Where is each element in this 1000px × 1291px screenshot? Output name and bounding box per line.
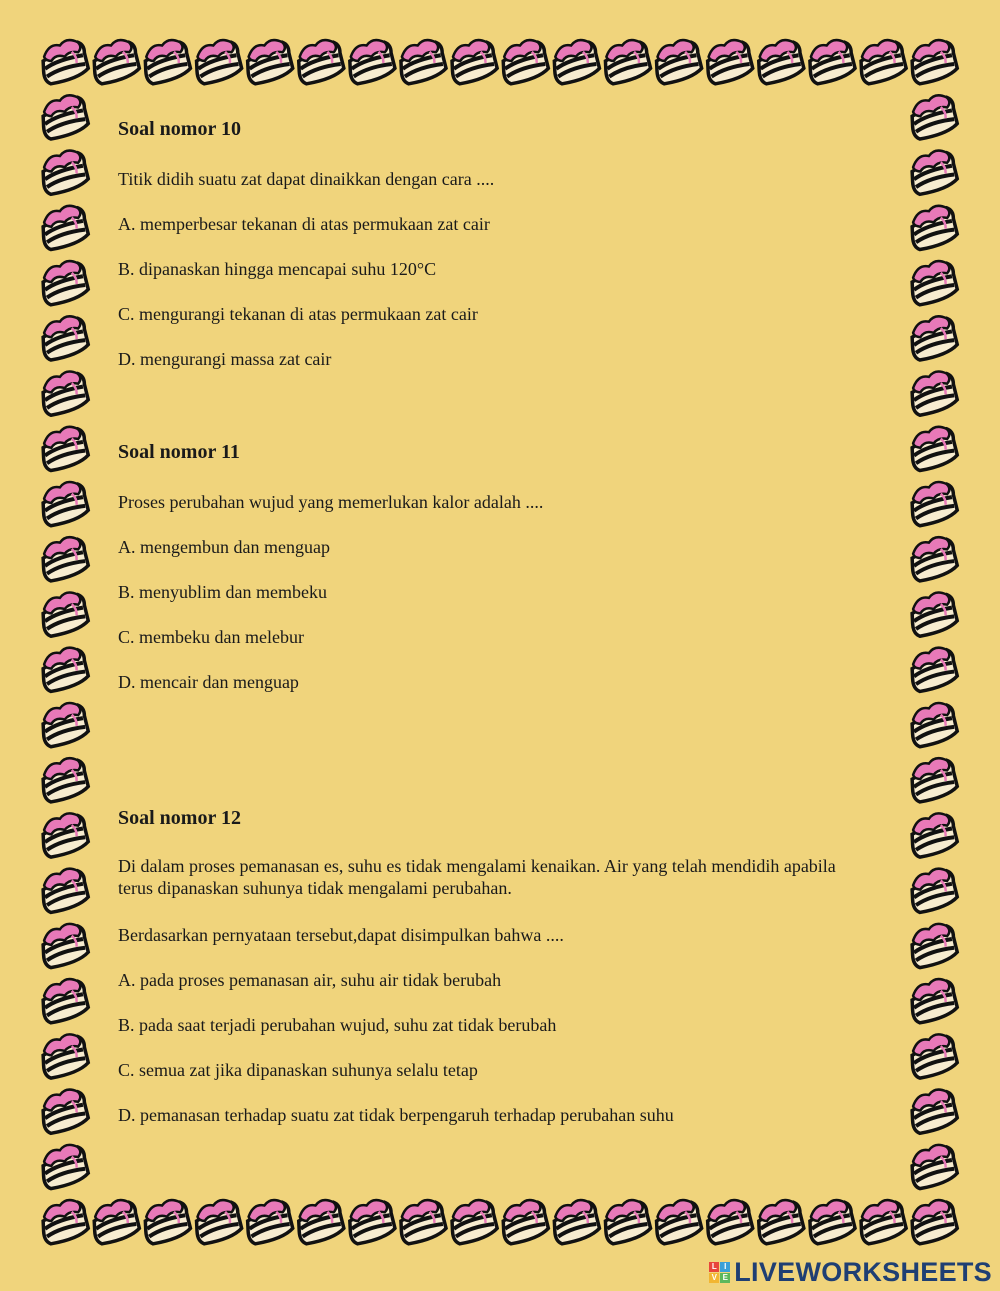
question-10-prompt: Titik didih suatu zat dapat dinaikkan dengan cara .... bbox=[118, 169, 495, 189]
cake-slice-icon bbox=[906, 921, 959, 969]
question-10-option-b[interactable]: B. dipanaskan hingga mencapai suhu 120°C bbox=[118, 259, 437, 279]
cake-slice-icon bbox=[37, 203, 90, 251]
cake-slice-icon bbox=[446, 1197, 499, 1245]
cake-slice-icon bbox=[37, 147, 90, 195]
cake-slice-icon bbox=[906, 534, 959, 582]
cake-slice-icon bbox=[906, 1031, 959, 1079]
question-11-option-b[interactable]: B. menyublim dan membeku bbox=[118, 582, 327, 602]
logo-letter: V bbox=[709, 1273, 719, 1283]
cake-slice-icon bbox=[548, 1197, 601, 1245]
cake-slice-icon bbox=[497, 1197, 550, 1245]
cake-slice-icon bbox=[344, 1197, 397, 1245]
cake-slice-icon bbox=[702, 37, 755, 85]
cake-slice-icon bbox=[906, 1086, 959, 1134]
cake-slice-icon bbox=[191, 1197, 244, 1245]
cake-slice-icon bbox=[906, 976, 959, 1024]
cake-slice-icon bbox=[906, 1197, 959, 1245]
cake-slice-icon bbox=[37, 1197, 90, 1245]
logo-letter: L bbox=[709, 1262, 719, 1272]
cake-slice-icon bbox=[139, 1197, 192, 1245]
cake-slice-icon bbox=[906, 865, 959, 913]
question-10-option-c[interactable]: C. mengurangi tekanan di atas permukaan zat cair bbox=[118, 304, 478, 324]
cake-slice-icon bbox=[395, 1197, 448, 1245]
cake-slice-icon bbox=[293, 37, 346, 85]
cake-slice-icon bbox=[37, 368, 90, 416]
cake-slice-icon bbox=[906, 700, 959, 748]
cake-slice-icon bbox=[242, 1197, 295, 1245]
cake-slice-icon bbox=[497, 37, 550, 85]
cake-slice-icon bbox=[37, 644, 90, 692]
cake-slice-icon bbox=[651, 1197, 704, 1245]
cake-slice-icon bbox=[753, 37, 806, 85]
cake-slice-icon bbox=[88, 37, 141, 85]
cake-slice-icon bbox=[293, 1197, 346, 1245]
cake-slice-icon bbox=[37, 534, 90, 582]
cake-slice-icon bbox=[906, 258, 959, 306]
cake-slice-icon bbox=[855, 37, 908, 85]
cake-slice-icon bbox=[702, 1197, 755, 1245]
question-11-option-c[interactable]: C. membeku dan melebur bbox=[118, 627, 304, 647]
cake-slice-icon bbox=[906, 203, 959, 251]
cake-slice-icon bbox=[37, 700, 90, 748]
question-11-option-d[interactable]: D. mencair dan menguap bbox=[118, 672, 299, 692]
cake-slice-icon bbox=[906, 810, 959, 858]
cake-slice-icon bbox=[191, 37, 244, 85]
cake-slice-icon bbox=[600, 37, 653, 85]
liveworksheets-logo-icon bbox=[709, 1262, 730, 1283]
cake-slice-icon bbox=[88, 1197, 141, 1245]
cake-slice-icon bbox=[37, 1142, 90, 1190]
question-10-option-a[interactable]: A. memperbesar tekanan di atas permukaan zat cair bbox=[118, 214, 490, 234]
brand-text: LIVEWORKSHEETS bbox=[734, 1256, 992, 1287]
cake-slice-icon bbox=[242, 37, 295, 85]
cake-slice-icon bbox=[906, 424, 959, 472]
cake-slice-icon bbox=[344, 37, 397, 85]
cake-slice-icon bbox=[906, 368, 959, 416]
cake-slice-icon bbox=[37, 92, 90, 140]
cake-slice-icon bbox=[395, 37, 448, 85]
cake-slice-icon bbox=[37, 589, 90, 637]
question-11-prompt: Proses perubahan wujud yang memerlukan kalor adalah .... bbox=[118, 492, 544, 512]
question-10-option-d[interactable]: D. mengurangi massa zat cair bbox=[118, 349, 332, 369]
question-12-option-d[interactable]: D. pemanasan terhadap suatu zat tidak berpengaruh terhadap perubahan suhu bbox=[118, 1105, 674, 1125]
cake-slice-icon bbox=[906, 479, 959, 527]
cake-slice-icon bbox=[37, 921, 90, 969]
question-12-option-c[interactable]: C. semua zat jika dipanaskan suhunya selalu tetap bbox=[118, 1060, 478, 1080]
cake-slice-icon bbox=[548, 37, 601, 85]
cake-slice-icon bbox=[37, 258, 90, 306]
cake-slice-icon bbox=[906, 644, 959, 692]
question-12-option-a[interactable]: A. pada proses pemanasan air, suhu air tidak berubah bbox=[118, 970, 502, 990]
cake-slice-icon bbox=[37, 976, 90, 1024]
question-11-option-a[interactable]: A. mengembun dan menguap bbox=[118, 537, 330, 557]
question-10-title: Soal nomor 10 bbox=[118, 118, 241, 140]
cake-slice-icon bbox=[37, 1086, 90, 1134]
logo-letter: E bbox=[720, 1273, 730, 1283]
cake-slice-icon bbox=[906, 313, 959, 361]
cake-slice-icon bbox=[855, 1197, 908, 1245]
cake-slice-icon bbox=[906, 589, 959, 637]
cake-slice-icon bbox=[37, 313, 90, 361]
liveworksheets-brand[interactable] bbox=[709, 1257, 992, 1287]
cake-slice-icon bbox=[446, 37, 499, 85]
cake-slice-icon bbox=[651, 37, 704, 85]
cake-slice-icon bbox=[906, 147, 959, 195]
cake-slice-icon bbox=[906, 92, 959, 140]
cake-slice-icon bbox=[906, 755, 959, 803]
cake-slice-icon bbox=[139, 37, 192, 85]
cake-slice-icon bbox=[37, 424, 90, 472]
cake-slice-icon bbox=[37, 479, 90, 527]
cake-slice-icon bbox=[753, 1197, 806, 1245]
question-12-option-b[interactable]: B. pada saat terjadi perubahan wujud, suhu zat tidak berubah bbox=[118, 1015, 557, 1035]
cake-slice-icon bbox=[37, 810, 90, 858]
question-11-title: Soal nomor 11 bbox=[118, 441, 240, 463]
logo-letter: I bbox=[720, 1262, 730, 1272]
cake-slice-icon bbox=[37, 755, 90, 803]
cake-slice-icon bbox=[906, 1142, 959, 1190]
question-12-statement: Di dalam proses pemanasan es, suhu es tidak mengalami kenaikan. Air yang telah mendidih apabila terus dipanaskan suhunya tidak mengalami perubahan. bbox=[118, 856, 836, 898]
cake-slice-icon bbox=[600, 1197, 653, 1245]
question-12-title: Soal nomor 12 bbox=[118, 807, 241, 829]
cake-slice-icon bbox=[37, 865, 90, 913]
cake-slice-icon bbox=[804, 1197, 857, 1245]
cake-slice-icon bbox=[37, 1031, 90, 1079]
cake-slice-icon bbox=[906, 37, 959, 85]
question-12-prompt: Berdasarkan pernyataan tersebut,dapat disimpulkan bahwa .... bbox=[118, 925, 564, 945]
cake-slice-icon bbox=[37, 37, 90, 85]
cake-slice-icon bbox=[804, 37, 857, 85]
